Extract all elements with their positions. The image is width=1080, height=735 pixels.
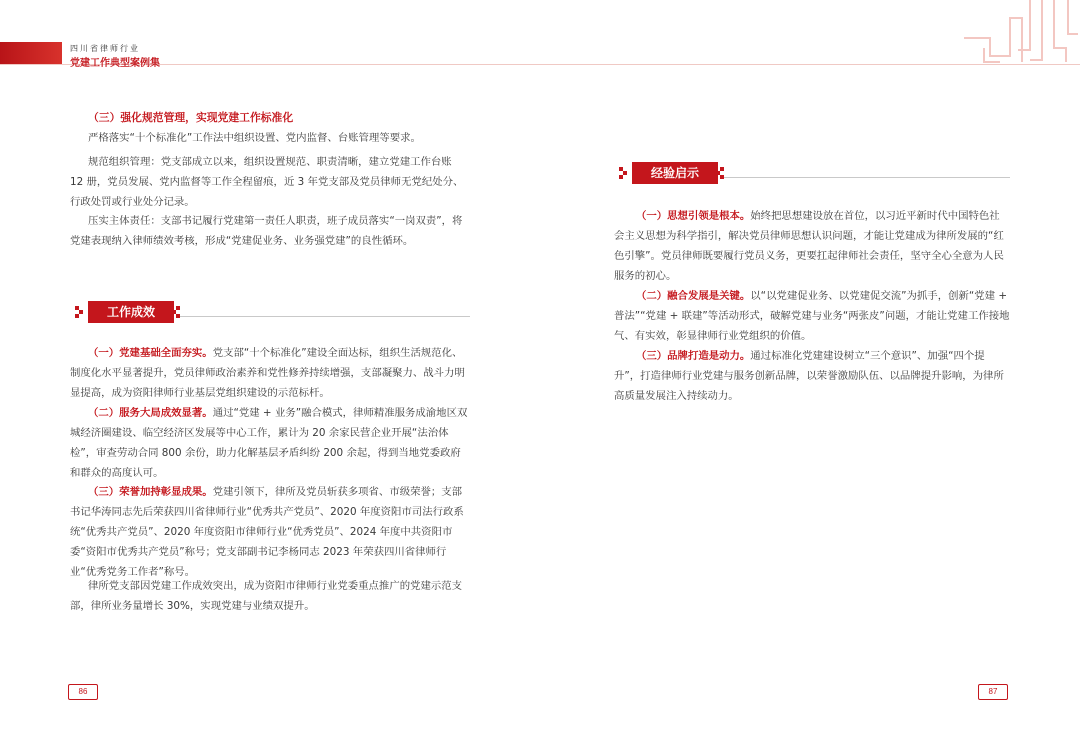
section-banner-results [70, 301, 470, 323]
insight-item-ideology [614, 206, 1010, 286]
result-item-service [70, 403, 468, 483]
insight-lead-brand: （三）品牌打造是动力。 [636, 350, 751, 362]
insight-text-integration: 以“以党建促业务、以党建促交流”为抓手，创新“党建 + 普法”“党建 + 联建”等活动形式，破解党建与业务“两张皮”问题，才能让党建工作接地气、有实效，彰显律师行业党组织的价值。 [614, 290, 1010, 342]
result-lead-honors: （三）荣誉加持彰显成果。 [88, 486, 213, 498]
paragraph-main-responsibility: 压实主体责任：支部书记履行党建第一责任人职责，班子成员落实“一岗双责”，将党建表现纳入律师绩效考核，形成“党建促业务、业务强党建”的良性循环。 [70, 215, 463, 247]
section-title-results: 工作成效 [88, 301, 174, 323]
header-series-name: 四川省律师行业 [70, 44, 140, 53]
result-text-service: 通过“党建 + 业务”融合模式，律师精准服务成渝地区双城经济圈建设、临空经济区发展等中心工作，累计为 20 余家民营企业开展“法治体检”，审查劳动合同 800 余份，助力化解基层矛盾纠纷 200 余起，得到当地党委政府和群众的高度认可。 [70, 407, 468, 479]
result-text-foundation: 党支部“十个标准化”建设全面达标，组织生活规范化、制度化水平显著提升，党员律师政治素养和党性修养持续增强，支部凝聚力、战斗力明显提高，成为资阳律师行业基层党组织建设的示范标杆。 [70, 347, 465, 399]
corner-pattern-decoration [960, 0, 1080, 70]
section-title-insights: 经验启示 [632, 162, 718, 184]
insight-lead-integration: （二）融合发展是关键。 [636, 290, 751, 302]
header-book-title: 党建工作典型案例集 [70, 58, 160, 69]
insight-item-brand [614, 346, 1010, 406]
result-item-honors [70, 482, 468, 582]
header-divider [0, 64, 1080, 65]
result-text-honors: 党建引领下，律所及党员斩获多项省、市级荣誉；支部书记华涛同志先后荣获四川省律师行业“优秀共产党员”、2020 年度资阳市司法行政系统“优秀共产党员”、2020 年度资阳市律师行业“优秀党员”、2024 年度中共资阳市委“资阳市优秀共产党员”称号；党支部副书记李杨同志 2023 年荣获四川省律师行业“优秀党务工作者”称号。 [70, 486, 464, 578]
insight-text-ideology: 始终把思想建设放在首位，以习近平新时代中国特色社会主义思想为科学指引，解决党员律师思想认识问题，才能让党建成为律所发展的“红色引擎”。党员律师既要履行党员义务，更要扛起律师社会责任，坚守全心全意为人民服务的初心。 [614, 210, 1004, 282]
page-number-left: 86 [68, 684, 98, 700]
insight-text-brand: 通过标准化党建建设树立“三个意识”、加强“四个提升”，打造律师行业党建与服务创新品牌，以荣誉激励队伍、以品牌提升影响，为律所高质量发展注入持续动力。 [614, 350, 1004, 402]
insight-lead-ideology: （一）思想引领是根本。 [636, 210, 751, 222]
section-banner-insights [614, 162, 1010, 184]
insight-item-integration [614, 286, 1010, 346]
result-lead-foundation: （一）党建基础全面夯实。 [88, 347, 213, 359]
result-item-foundation [70, 343, 468, 403]
subheading-standardization: （三）强化规范管理，实现党建工作标准化 [88, 111, 294, 124]
paragraph-standard-requirements: 严格落实“十个标准化”工作法中组织设置、党内监督、台账管理等要求。 [88, 132, 421, 144]
result-lead-service: （二）服务大局成效显著。 [88, 407, 213, 419]
paragraph-conclusion: 律所党支部因党建工作成效突出，成为资阳市律师行业党委重点推广的党建示范支部，律所业务量增长 30%，实现党建与业绩双提升。 [70, 580, 463, 612]
header-red-band [0, 42, 62, 64]
page-number-right: 87 [978, 684, 1008, 700]
paragraph-organization-management: 规范组织管理：党支部成立以来，组织设置规范、职责清晰，建立党建工作台账 12 册，党员发展、党内监督等工作全程留痕，近 3 年党支部及党员律师无党纪处分、行政处罚或行业处分记录。 [70, 156, 464, 208]
